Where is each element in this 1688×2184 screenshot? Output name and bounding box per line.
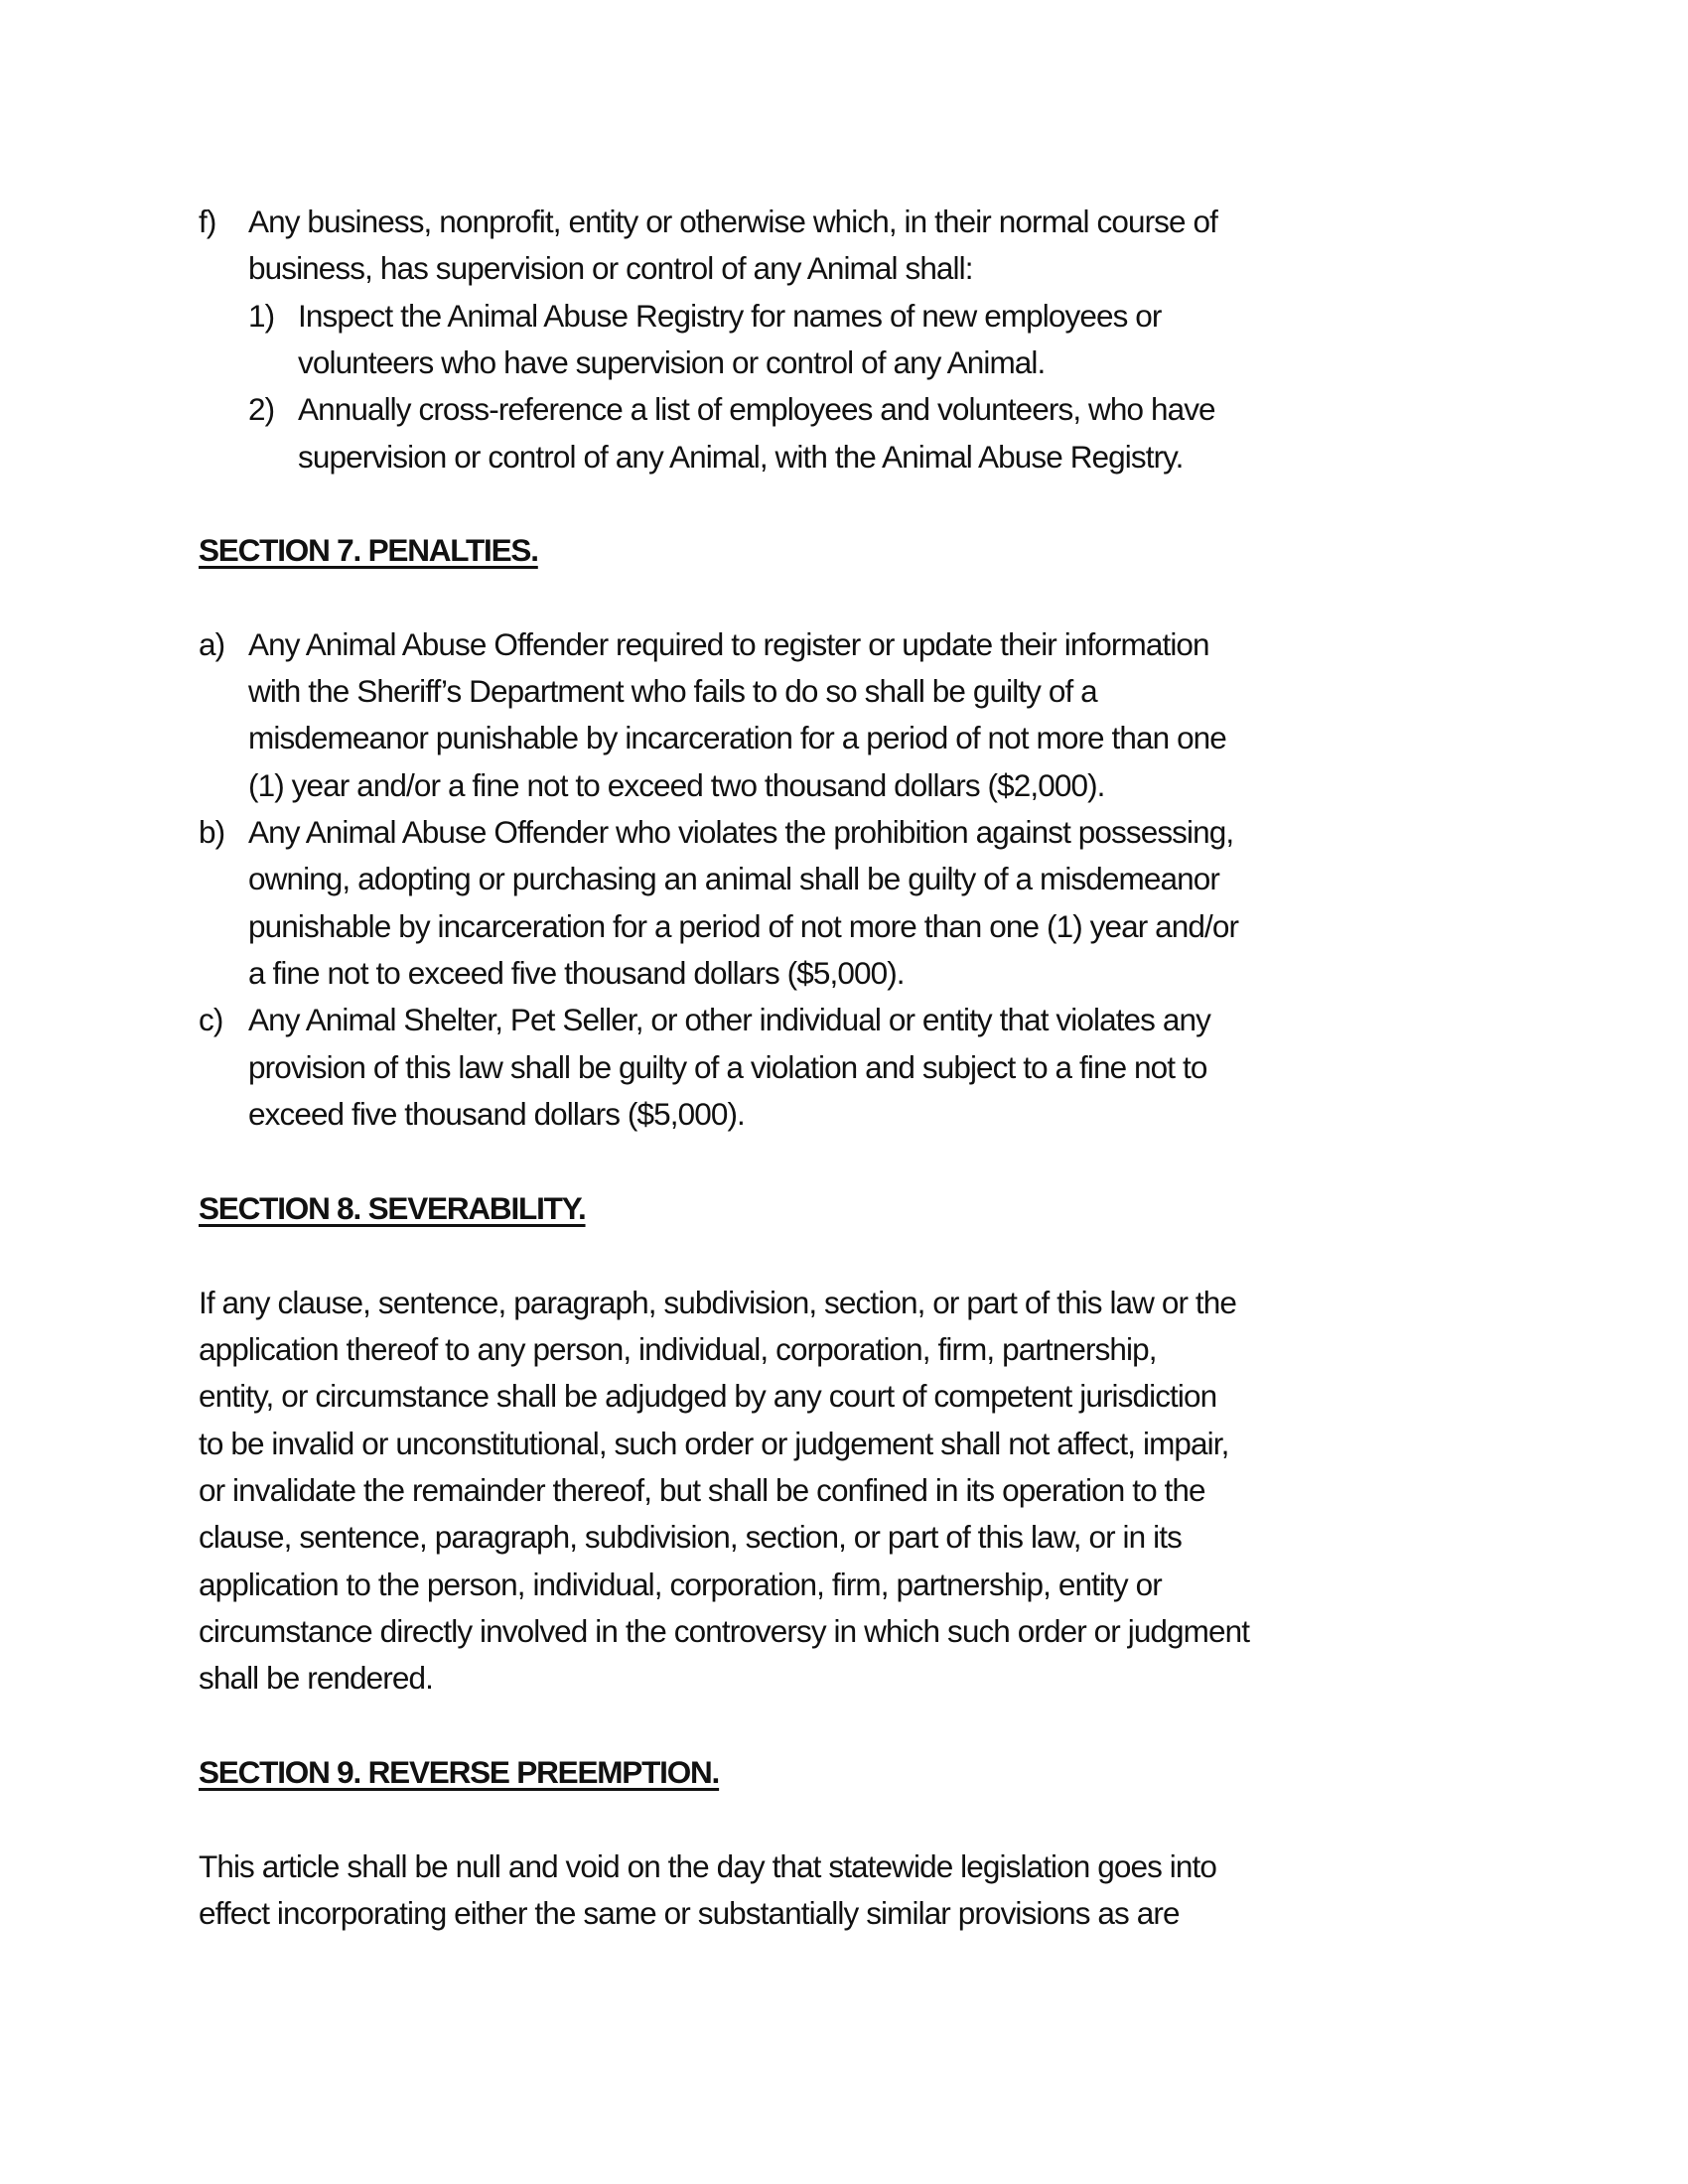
list-marker: c) [199,1002,223,1037]
section-heading: SECTION 7. PENALTIES. [199,532,538,568]
section-heading: SECTION 8. SEVERABILITY. [199,1190,586,1226]
paragraph-line: supervision or control of any Animal, with the Animal Abuse Registry. [298,439,1184,475]
paragraph-line: Any Animal Abuse Offender who violates the prohibition against possessing, [248,814,1234,850]
paragraph-line: misdemeanor punishable by incarceration for a period of not more than one [248,720,1226,755]
paragraph-line: effect incorporating either the same or substantially similar provisions as are [199,1895,1180,1931]
paragraph-line: circumstance directly involved in the controversy in which such order or judgment [199,1613,1250,1649]
paragraph-line: a fine not to exceed five thousand dollars ($5,000). [248,955,905,991]
paragraph-line: business, has supervision or control of any Animal shall: [248,250,973,286]
paragraph-line: provision of this law shall be guilty of a violation and subject to a fine not to [248,1049,1207,1085]
paragraph-line: clause, sentence, paragraph, subdivision, section, or part of this law, or in its [199,1519,1182,1555]
list-marker: f) [199,204,216,239]
paragraph-line: owning, adopting or purchasing an animal shall be guilty of a misdemeanor [248,861,1219,896]
paragraph-line: entity, or circumstance shall be adjudged by any court of competent jurisdiction [199,1378,1217,1414]
paragraph-line: Any Animal Shelter, Pet Seller, or other individual or entity that violates any [248,1002,1210,1037]
paragraph-line: application to the person, individual, corporation, firm, partnership, entity or [199,1567,1162,1602]
paragraph-line: volunteers who have supervision or control of any Animal. [298,344,1046,380]
list-marker: 2) [248,391,275,427]
paragraph-line: Any business, nonprofit, entity or otherwise which, in their normal course of [248,204,1217,239]
paragraph-line: This article shall be null and void on the day that statewide legislation goes into [199,1848,1216,1884]
paragraph-line: exceed five thousand dollars ($5,000). [248,1096,745,1132]
paragraph-line: Any Animal Abuse Offender required to register or update their information [248,626,1209,662]
section-heading: SECTION 9. REVERSE PREEMPTION. [199,1754,720,1790]
paragraph-line: application thereof to any person, individual, corporation, firm, partnership, [199,1331,1157,1367]
list-marker: 1) [248,298,275,334]
list-marker: a) [199,626,225,662]
paragraph-line: to be invalid or unconstitutional, such order or judgement shall not affect, impair, [199,1426,1229,1461]
paragraph-line: punishable by incarceration for a period of not more than one (1) year and/or [248,908,1239,944]
paragraph-line: Annually cross-reference a list of employees and volunteers, who have [298,391,1215,427]
list-marker: b) [199,814,225,850]
paragraph-line: Inspect the Animal Abuse Registry for names of new employees or [298,298,1162,334]
paragraph-line: If any clause, sentence, paragraph, subdivision, section, or part of this law or the [199,1285,1237,1320]
paragraph-line: shall be rendered. [199,1660,433,1696]
paragraph-line: (1) year and/or a fine not to exceed two thousand dollars ($2,000). [248,767,1105,803]
paragraph-line: or invalidate the remainder thereof, but shall be confined in its operation to the [199,1472,1205,1508]
paragraph-line: with the Sheriff’s Department who fails to do so shall be guilty of a [248,673,1097,709]
